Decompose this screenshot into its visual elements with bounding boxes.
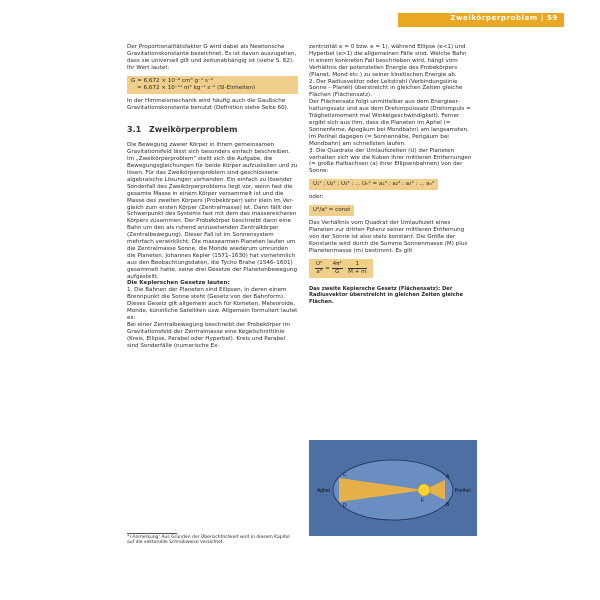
frac-num: U²	[316, 260, 323, 267]
label-perihel: Perihel	[455, 488, 471, 494]
label-f: F	[421, 498, 425, 504]
formula: U²/a³ = const	[313, 207, 351, 214]
frac-den: a³	[316, 268, 322, 275]
paragraph: Der Proportionalitätsfaktor G wird dabei als Newtonsche Gravitationskonstante bezeichnet. Es ist davon auszugehen, dass sie universell gilt und zeitunabhängig ist (siehe S. 62).	[127, 44, 297, 64]
formula-line: = 6,672 × 10⁻¹¹ m³ kg⁻¹ s⁻² (SI-Einheiten)	[137, 84, 256, 91]
paragraph: Die Bewegung zweier Körper in ihrem gemeinsamen Gravitationsfeld lässt sich besonders einfach beschreiben. Im „Zweikörperproblem“ stellt sich die Aufgabe, die Bewegungsgleichungen für beide Körper aufzustellen und zu lösen. Für das Zweikörpersproblem sind geschlossene algebraische Lösungen vorhanden. Ein einfach zu lösender Sonderfall des Zweikörperproblems liegt vor, wenn fast die gesamte Masse in einem Körper versammelt ist und die Masse des zweiten Körpers (Probekörper) sehr klein im Vergleich zum ersten Körper (Zentralmasse) ist. Dann fällt der Schwerpunkt des Systems fast mit dem des massereicheren Körpers zusammen. Der Probekörper beschreibt dann eine Bahn um den als ruhend anzusehenden Zentralkörper (Zentralbewegung). Dieser Fall ist im Sonnensystem mehrfach verwirklicht. Die massearmen Planeten laufen um die Zentralmasse Sonne, die Monde wiederum umrunden die Planeten. Johannes Kepler (1571–1630) hat vornehmlich aus den Beobachtungsdaten, die Tycho Brahe (1546–1601) gesammelt hatte, seine drei Gesetze der Planetenbewegung aufgestellt.	[127, 142, 298, 280]
label-aphel: Aphel	[317, 488, 330, 494]
subheading: Die Keplerschen Gesetze lauten:	[127, 280, 230, 287]
formula-box-const	[309, 205, 354, 216]
label-d: D	[343, 503, 347, 509]
dot: ·	[344, 265, 347, 272]
sun-icon	[418, 484, 430, 496]
running-header	[398, 13, 564, 27]
right-column	[309, 44, 473, 305]
section-title: Zweikörperproblem	[149, 125, 238, 135]
equals-sign: =	[325, 265, 330, 272]
kepler-diagram	[309, 440, 477, 536]
paragraph: Ihr Wert lautet:	[127, 64, 170, 71]
formula-box-kepler3	[309, 179, 438, 190]
frac-num: 1	[348, 261, 367, 269]
frac-den: M + m	[348, 268, 367, 275]
figure-caption: Das zweite Keplersche Gesetz (Flächensatz): Der Radiusvektor überstreicht in gleichen Zeiten gleiche Flächen.	[309, 285, 463, 305]
paragraph: Der Flächensatz folgt unmittelbar aus dem Energieerhaltungssatz und aus dem Drehimpulssatz (Drehimpuls = Trägheitsmoment mal Winkelgeschwindigkeit). Ferner ergibt sich aus ihm, dass die Planeten im Aphel (= Sonnenferne, Apogäum bei Mondbahn) am langsamsten, im Perihel dagegen (= Sonnennähe, Perigäum bei Mondbahn) am schnellsten laufen.	[309, 99, 471, 147]
frac-num: 4π²	[332, 260, 342, 267]
paragraph: In der Himmelsmechanik wird häufig auch die Gaußsche Gravitationskonstante benutzt (Definition siehe Seite 60).	[127, 97, 289, 111]
paragraph: Bei einer Zentralbewegung beschreibt der Probekörper im Gravitationsfeld der Zentralmasse eine Kegelschnittlinie (Kreis, Ellipse, Parabel oder Hyperbel). Kreis und Parabel sind Sonderfälle (numerische Ex-	[127, 321, 290, 349]
formula-box-g	[127, 76, 298, 94]
footnote: *) Anmerkung: Aus Gründen der Übersichtlichkeit wird in diesem Kapitel auf die vektorielle Schreibweise verzichtet.	[127, 535, 290, 546]
frac-den: G	[335, 268, 340, 275]
formula: U₁² : U₂² : U₃² : ... Uₙ² = a₁³ : a₂³ : a₃³ : ... aₙ³	[313, 181, 435, 188]
paragraph: zentrizität e = 0 bzw. e = 1), während Ellipse (e<1) und Hyperbel (e>1) die allgemeinen Fälle sind. Welche Bahn in einem konkreten Fall beschrieben wird, hängt vom Verhältnis der potenziellen Energie des Probekörpers (Planet, Mond etc.) zu seiner kinetischen Energie ab.	[309, 44, 467, 78]
label-c: C	[343, 472, 347, 478]
label-a: A	[446, 474, 450, 480]
paragraph: 1. Die Bahnen der Planeten sind Ellipsen, in deren einem Brennpunkt die Sonne steht (Gesetz von der Bahnform). Dieses Gesetz gilt allgemein auch für Kometen, Meteoroide, Monde, künstliche Satelliten usw. Allgemein formuliert lautet es:	[127, 287, 298, 321]
running-header-text: Zweikörperproblem | 59	[450, 14, 558, 22]
formula-line: G = 6,672 × 10⁻⁸ cm³ g⁻¹ s⁻²	[131, 77, 214, 84]
section-heading	[127, 127, 298, 134]
paragraph: 3. Die Quadrate der Umlaufszeiten (U) der Planeten verhalten sich wie die Kuben ihrer mittleren Entfernungen (= große Halbachsen (a) ihrer Ellipsenbahnen) von der Sonne:	[309, 147, 472, 175]
paragraph: 2. Der Radiusvektor oder Leitstrahl (Verbindungslinie Sonne – Planet) überstreicht in gleichen Zeiten gleiche Flächen (Flächensatz).	[309, 78, 463, 99]
formula-box-mass	[309, 259, 373, 278]
left-column	[127, 44, 298, 350]
paragraph: Das Verhältnis vom Quadrat der Umlaufszeit eines Planeten zur dritten Potenz seiner mittleren Entfernung von der Sonne ist also stets konstant. Die Größe der Konstante wird durch die Summe Sonnenmasse (M) plus Planetenmasse (m) bestimmt. Es gilt	[309, 220, 468, 254]
footnote-rule	[127, 533, 177, 534]
label-b: B	[446, 502, 450, 508]
text-oder: oder:	[309, 194, 324, 201]
section-number: 3.1	[127, 125, 142, 135]
